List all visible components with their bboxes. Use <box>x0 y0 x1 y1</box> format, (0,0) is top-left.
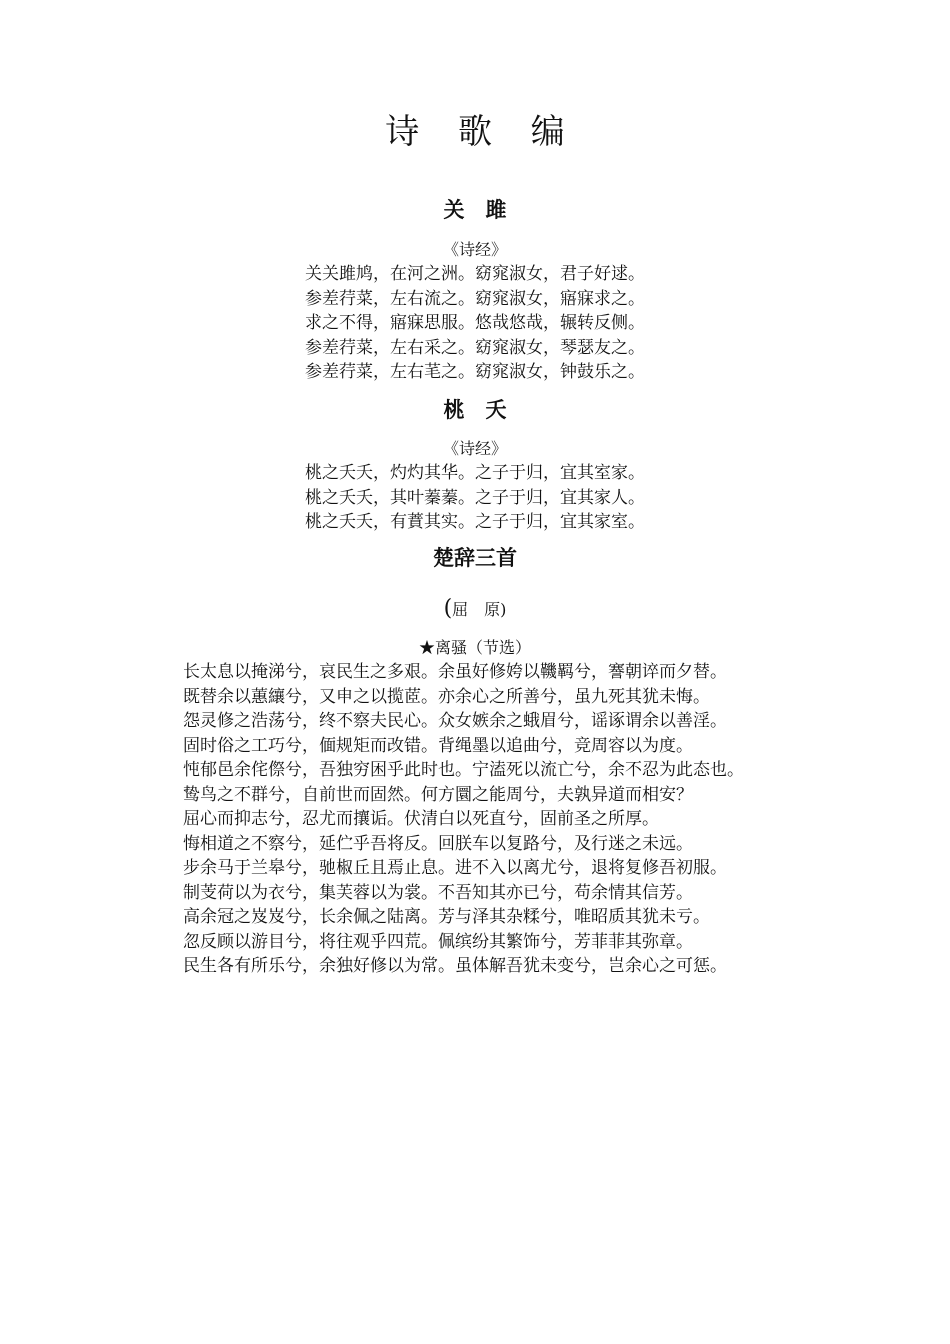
poem-line: 忳郁邑余侘傺兮，吾独穷困乎此时也。宁溘死以流亡兮，余不忍为此态也。 <box>183 760 744 780</box>
poem-source-taoyao: 《诗经》 <box>442 439 507 458</box>
poem-line: 忽反顾以游目兮，将往观乎四荒。佩缤纷其繁饰兮，芳菲菲其弥章。 <box>183 931 693 952</box>
poem-line: 鸷鸟之不群兮，自前世而固然。何方圜之能周兮，夫孰异道而相安？ <box>183 784 693 805</box>
poem-line: 求之不得，寤寐思服。悠哉悠哉，辗转反侧。 <box>305 313 645 333</box>
poem-line: 屈心而抑志兮，忍尤而攘诟。伏清白以死直兮，固前圣之所厚。 <box>183 809 659 829</box>
poem-line: 民生各有所乐兮，余独好修以为常。虽体解吾犹未变兮，岂余心之可惩。 <box>183 956 727 976</box>
author-name: 屈 原) <box>452 600 507 619</box>
page-title: 诗 歌 编 <box>385 112 579 152</box>
poem-body-lisao <box>183 660 923 979</box>
poem-title-guanju: 关 雎 <box>443 198 507 222</box>
poem-body-taoyao <box>0 461 950 535</box>
poem-line: 制芰荷以为衣兮，集芙蓉以为裳。不吾知其亦已兮，苟余情其信芳。 <box>183 882 693 903</box>
poem-line: 桃之夭夭，灼灼其华。之子于归，宜其室家。 <box>305 463 645 483</box>
author-line <box>0 596 950 623</box>
poem-line: 既替余以蕙纕兮，又申之以揽茝。亦余心之所善兮，虽九死其犹未悔。 <box>183 686 710 707</box>
poem-line: 长太息以掩涕兮，哀民生之多艰。余虽好修姱以鞿羁兮，謇朝谇而夕替。 <box>183 662 727 682</box>
poem-line: 固时俗之工巧兮，偭规矩而改错。背绳墨以追曲兮，竞周容以为度。 <box>183 735 693 756</box>
poem-subtitle-lisao: ★离骚（节选） <box>418 638 531 657</box>
poem-body-guanju <box>0 262 950 385</box>
poem-line: 高余冠之岌岌兮，长余佩之陆离。芳与泽其杂糅兮，唯昭质其犹未亏。 <box>183 907 710 927</box>
poem-line: 参差荇菜，左右采之。窈窕淑女，琴瑟友之。 <box>305 337 645 358</box>
poem-line: 参差荇菜，左右芼之。窈窕淑女，钟鼓乐之。 <box>305 362 645 382</box>
poem-source-guanju: 《诗经》 <box>442 240 507 259</box>
poem-title-chuci: 楚辞三首 <box>433 546 517 570</box>
poem-line: 悔相道之不察兮，延伫乎吾将反。回朕车以复路兮，及行迷之未远。 <box>183 833 693 854</box>
poem-title-taoyao: 桃 夭 <box>443 398 507 422</box>
poem-line: 关关雎鸠，在河之洲。窈窕淑女，君子好逑。 <box>305 264 645 284</box>
poem-line: 参差荇菜，左右流之。窈窕淑女，寤寐求之。 <box>305 288 645 309</box>
poem-line: 步余马于兰皋兮，驰椒丘且焉止息。进不入以离尤兮，退将复修吾初服。 <box>183 858 727 878</box>
poem-line: 怨灵修之浩荡兮，终不察夫民心。众女嫉余之蛾眉兮，谣诼谓余以善淫。 <box>183 711 727 731</box>
poem-line: 桃之夭夭，有蕡其实。之子于归，宜其家室。 <box>305 512 645 532</box>
poem-line: 桃之夭夭，其叶蓁蓁。之子于归，宜其家人。 <box>305 487 645 508</box>
author-open-paren: ( <box>443 596 453 621</box>
